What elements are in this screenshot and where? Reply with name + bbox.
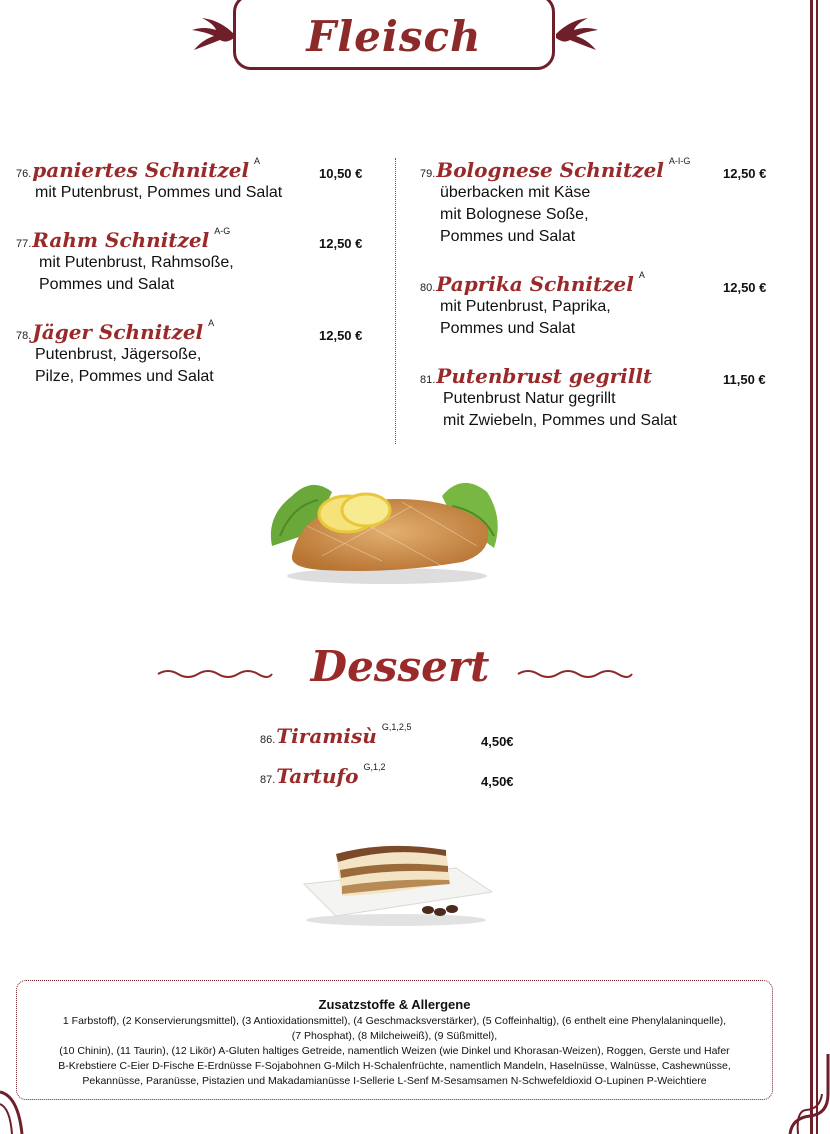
allergen-title: Zusatzstoffe & Allergene [318,997,471,1012]
item-name: paniertes Schnitzel [32,158,250,182]
item-desc: mit Putenbrust, Paprika, [440,298,611,315]
item-allergen: G,1,2 [363,762,386,772]
item-number: 79. [420,168,436,180]
section-title-box [233,0,555,70]
item-price: 12,50 € [723,166,767,181]
item-number: 86. [260,734,276,746]
menu-item-77 [16,228,234,296]
menu-item-81 [420,364,677,432]
item-desc: Pommes und Salat [39,276,175,293]
item-allergen: A-I-G [668,156,691,166]
item-desc: mit Putenbrust, Pommes und Salat [35,184,283,201]
item-number: 87. [260,774,276,786]
item-desc: Pilze, Pommes und Salat [35,368,214,385]
item-price: 12,50 € [319,328,363,343]
item-allergen: A [208,318,215,328]
item-price: 11,50 € [723,372,766,387]
item-number: 81. [420,374,436,386]
item-name: Putenbrust gegrillt [436,364,653,388]
menu-item-78 [16,320,214,388]
item-number: 80. [420,282,436,294]
item-desc: Putenbrust Natur gegrillt [443,390,616,407]
allergen-line: (7 Phosphat), (8 Milcheiweiß), (9 Süßmittel), [291,1030,498,1042]
item-allergen: A [254,156,261,166]
menu-item-76 [16,158,282,204]
page-frame-right [810,0,818,1134]
item-allergen: G,1,2,5 [381,722,412,732]
item-price: 12,50 € [319,236,363,251]
item-desc: überbacken mit Käse [440,184,591,201]
item-price: 4,50€ [481,774,514,789]
item-desc: Pommes und Salat [440,320,576,337]
corner-ornament-right [770,1054,830,1134]
item-number: 76. [16,168,32,180]
menu-item-87 [260,764,386,788]
item-name: Tiramisù [276,724,377,748]
item-number: 77. [16,238,32,250]
item-price: 4,50€ [481,734,514,749]
flourish-right-icon [556,14,600,54]
item-desc: mit Bolognese Soße, [440,206,589,223]
item-allergen: A [638,270,645,280]
item-price: 12,50 € [723,280,767,295]
section-title: Fleisch [306,11,482,61]
wave-ornament-left [156,666,274,682]
flourish-left-icon [190,14,234,54]
allergen-info-box [16,980,773,1100]
allergen-line: (10 Chinin), (11 Taurin), (12 Likör) A-Gluten haltiges Getreide, namentlich Weizen (wie Dinkel und Khorasan-Weizen), Roggen, Gerste und Hafer [59,1045,730,1057]
item-name: Bolognese Schnitzel [436,158,664,182]
menu-item-79 [420,158,690,248]
item-price: 10,50 € [319,166,363,181]
menu-item-86 [260,724,411,748]
item-name: Tartufo [276,764,359,788]
item-desc: Pommes und Salat [440,228,576,245]
item-allergen: A-G [214,226,231,236]
item-desc: mit Zwiebeln, Pommes und Salat [443,412,677,429]
item-name: Jäger Schnitzel [32,320,204,344]
item-name: Rahm Schnitzel [32,228,210,252]
allergen-line: Pekannüsse, Paranüsse, Pistazien und Makadamianüsse I-Sellerie L-Senf M-Sesamsamen N-Schwefeldioxid O-Lupinen P-Weichtiere [82,1075,707,1087]
item-desc: Putenbrust, Jägersoße, [35,346,202,363]
dessert-title: Dessert [310,642,490,691]
wave-ornament-right [516,666,634,682]
tiramisu-image [296,832,496,932]
item-name: Paprika Schnitzel [436,272,634,296]
item-number: 78. [16,330,32,342]
allergen-line: B-Krebstiere C-Eier D-Fische E-Erdnüsse F-Sojabohnen G-Milch H-Schalenfrüchte, namentlich Mandeln, Haselnüsse, Walnüsse, Cashewnüsse, [58,1060,731,1072]
schnitzel-image [262,466,512,586]
column-divider [395,158,396,444]
menu-item-80 [420,272,645,340]
item-desc: mit Putenbrust, Rahmsoße, [39,254,234,271]
allergen-line: 1 Farbstoff), (2 Konservierungsmittel), (3 Antioxidationsmittel), (4 Geschmacksverstärker), (5 Coffeinhaltig), (6 enthelt eine Phenylalaninquelle), [62,1015,727,1027]
